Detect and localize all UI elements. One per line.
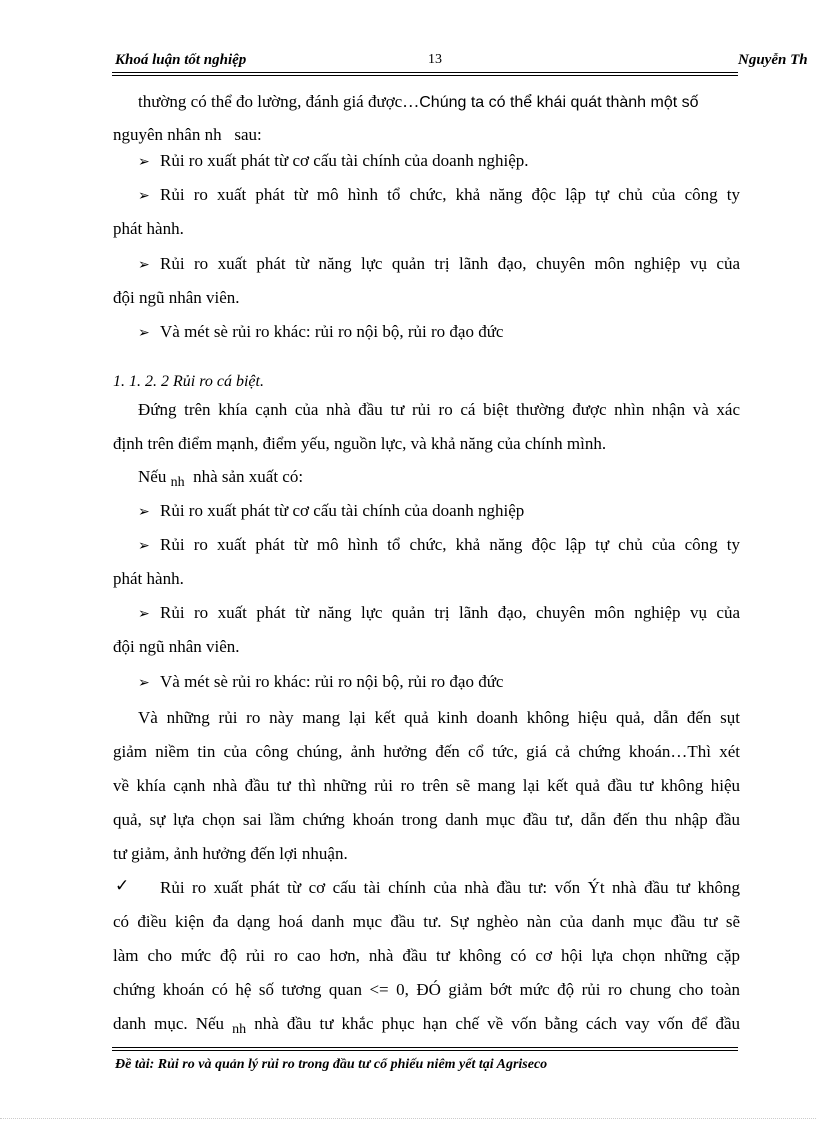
paragraph-line: phát hành. [113,219,184,238]
text-span: sau: [234,125,262,144]
bullet-text: Rủi ro xuất phát từ cơ cấu tài chính của doanh nghiệp [160,501,525,520]
arrow-bullet-icon: ➢ [138,189,150,204]
paragraph-line: về khía cạnh nhà đầu tư thì những rủi ro trên sẽ mang lại kết quả đầu tư không hiệu [113,776,740,795]
bullet-item [138,185,740,207]
paragraph-line: Rủi ro xuất phát từ cơ cấu tài chính của nhà đầu tư: vốn Ýt nhà đầu tư không [160,878,740,897]
bullet-text: Rủi ro xuất phát từ năng lực quản trị lãnh đạo, chuyên môn nghiệp vụ của [160,254,740,273]
bullet-item [138,672,503,694]
page-edge [0,1118,816,1119]
bullet-text: Và mét sè rủi ro khác: rủi ro nội bộ, rủi ro đạo đức [160,322,504,341]
header-rule [112,72,738,73]
text-span: danh mục. Nếu [113,1014,225,1033]
paragraph-line: đội ngũ nhân viên. [113,288,240,307]
text-span: nh [232,1022,247,1037]
text-span: Chúng ta có thể khái quát thành một số [419,94,699,111]
arrow-bullet-icon: ➢ [138,676,150,691]
check-icon: ✓ [115,876,130,895]
header-rule-double [112,75,738,76]
arrow-bullet-icon: ➢ [138,155,150,170]
header-title: Khoá luận tốt nghiệp [115,52,247,68]
bullet-text: Rủi ro xuất phát từ mô hình tổ chức, khả năng độc lập tự chủ của công ty [160,185,740,204]
paragraph-line [113,125,262,145]
paragraph-line: tư giảm, ảnh hưởng đến lợi nhuận. [113,844,348,863]
arrow-bullet-icon: ➢ [138,539,150,554]
paragraph-line: định trên điểm mạnh, điểm yếu, nguồn lực, và khả năng của chính mình. [113,434,607,453]
paragraph-line: Đứng trên khía cạnh của nhà đầu tư rủi ro cá biệt thường được nhìn nhận và xác [138,400,740,419]
bullet-text: Rủi ro xuất phát từ năng lực quản trị lãnh đạo, chuyên môn nghiệp vụ của [160,603,740,622]
text-span: nhà đầu tư khắc phục hạn chế về vốn bằng cách vay vốn để đầu [254,1014,741,1033]
text-span: nhà sản xuất có: [193,467,304,486]
bullet-item [138,322,503,344]
text-span: nguyên nhân nh [113,125,222,144]
bullet-item [138,501,524,523]
text-span: thường có thể đo lường, đánh giá được… [138,92,420,111]
text-span: Nếu [138,467,167,486]
footer-title: Đề tài: Rủi ro và quản lý rủi ro trong đầu tư cổ phiếu niêm yết tại Agriseco [115,1057,548,1072]
paragraph-line: làm cho mức độ rủi ro cao hơn, nhà đầu tư không có cơ hội lựa chọn những cặp [113,946,740,965]
paragraph-line [138,92,699,113]
bullet-text: Rủi ro xuất phát từ mô hình tổ chức, khả năng độc lập tự chủ của công ty [160,535,740,554]
header-author: Nguyễn Th [738,52,808,68]
paragraph-line: chứng khoán có hệ số tương quan <= 0, ĐÓ giảm bớt mức độ rủi ro chung cho toàn [113,980,740,999]
bullet-item [138,254,740,276]
footer-rule [112,1047,738,1048]
section-heading: 1. 1. 2. 2 Rủi ro cá biệt. [113,373,264,390]
arrow-bullet-icon: ➢ [138,505,150,520]
paragraph-line: quả, sự lựa chọn sai lầm chứng khoán trong danh mục đầu tư, dẫn đến thu nhập đầu [113,810,740,829]
page-number: 13 [428,52,442,67]
paragraph-line: phát hành. [113,569,184,588]
text-span: nh [170,475,185,490]
arrow-bullet-icon: ➢ [138,258,150,273]
paragraph-line: Và những rủi ro này mang lại kết quả kinh doanh không hiệu quả, dẫn đến sụt [138,708,740,727]
bullet-text: Rủi ro xuất phát từ cơ cấu tài chính của doanh nghiệp. [160,151,529,170]
bullet-item [138,603,740,625]
arrow-bullet-icon: ➢ [138,607,150,622]
footer-rule-double [112,1050,738,1051]
bullet-item [138,535,740,557]
paragraph-line: đội ngũ nhân viên. [113,637,240,656]
paragraph-line: giảm niềm tin của công chúng, ảnh hưởng đến cổ tức, giá cả chứng khoán…Thì xét [113,742,740,761]
paragraph-line [113,1014,740,1036]
bullet-text: Và mét sè rủi ro khác: rủi ro nội bộ, rủi ro đạo đức [160,672,504,691]
paragraph-line: có điều kiện đa dạng hoá danh mục đầu tư. Sự nghèo nàn của danh mục đầu tư sẽ [113,912,740,931]
bullet-item [138,151,529,173]
paragraph-line [138,467,303,489]
arrow-bullet-icon: ➢ [138,326,150,341]
